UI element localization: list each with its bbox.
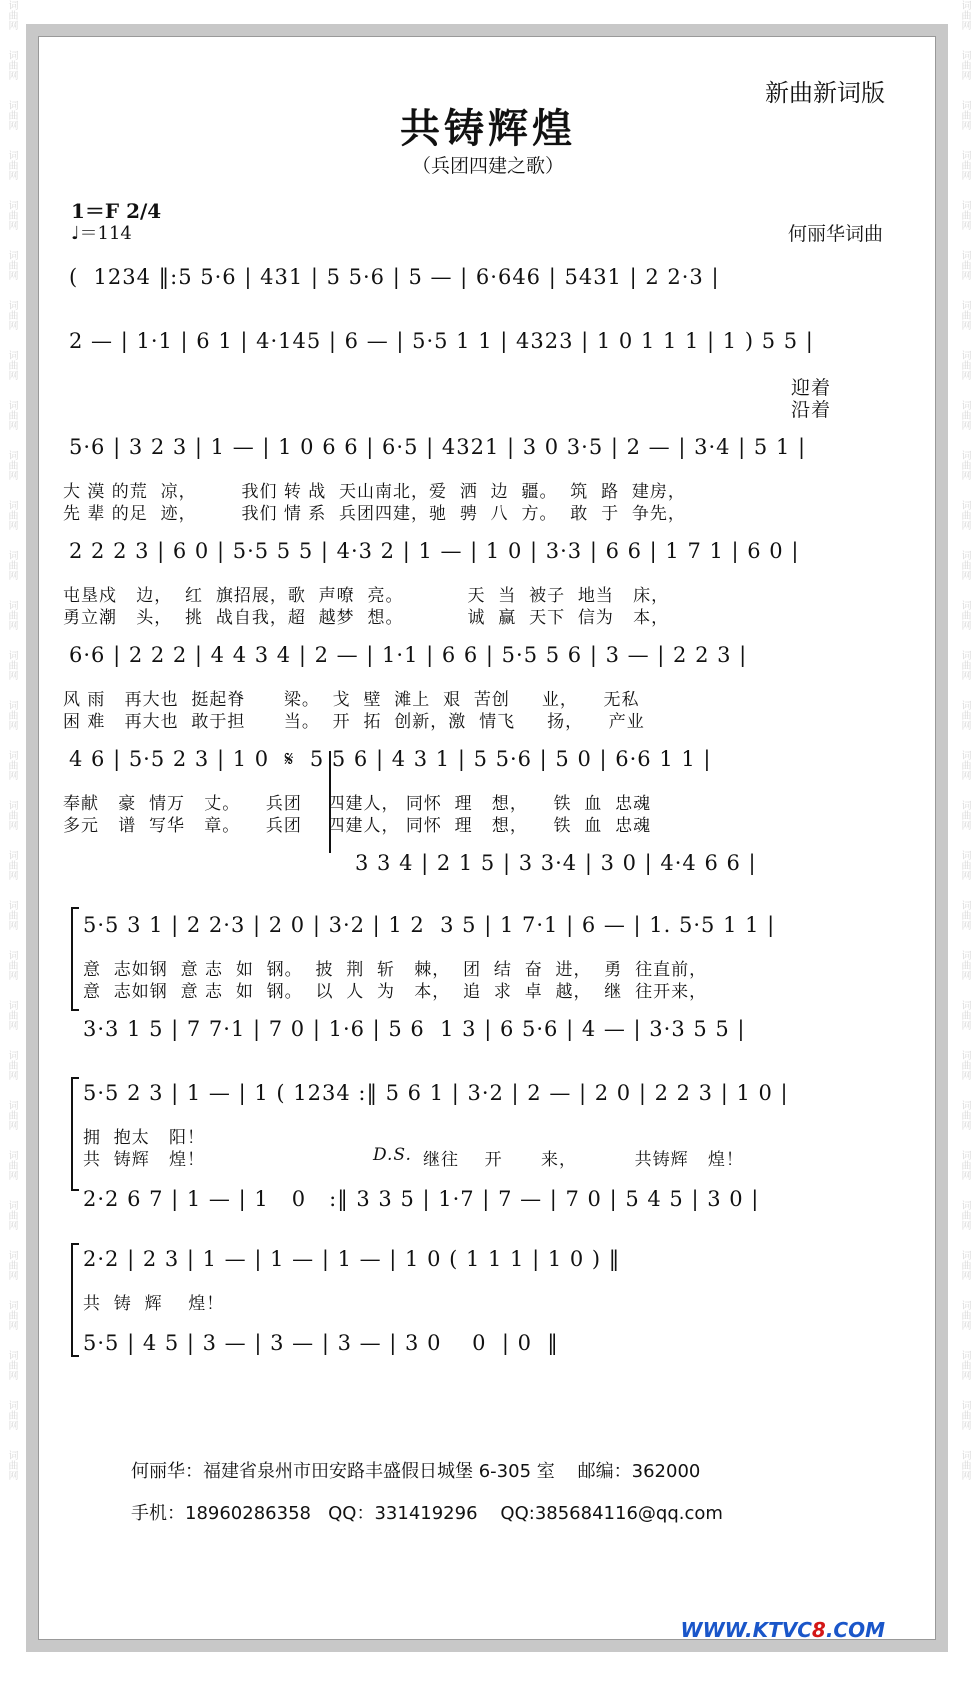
score-row-6-lower-voice: 3 3 4 | 2 1 5 | 3 3·4 | 3 0 | 4·4 6 6 | [355,851,757,875]
tempo-marking: ♩＝114 [71,223,132,244]
composer-credit: 何丽华词曲 [787,223,883,245]
score-row-7-lower-voice: 3·3 1 5 | 7 7·1 | 7 0 | 1·6 | 5 6 1 3 | 6 5·6 | 4 — | 3·3 5 5 | [83,1017,746,1041]
key-signature: 1＝F 2/4 [71,199,162,223]
song-title: 共铸辉煌 [400,105,576,152]
contact-phone-qq: 手机：18960286358 QQ：331419296 QQ:385684116@qq.com [131,1503,723,1524]
score-row-9-notes: 2·2 | 2 3 | 1 — | 1 — | 1 — | 1 0 ( 1 1 1 | 1 0 ) ‖ [83,1247,621,1271]
score-row-8-lyric-2: 共 铸辉 煌！ [83,1150,206,1170]
voice-brace-3 [71,1243,79,1357]
score-row-5-lyric-2: 困 难 再大也 敢于担 当。 开 拓 创新，激 情飞 扬， 产业 [63,712,645,732]
score-row-6-lyric-2: 多元 谱 写华 章。 兵团 四建人， 同怀 理 想， 铁 血 忠魂 [63,816,652,836]
score-row-8-lyric-2b: 继往 开 来， 共铸辉 煌！ [423,1150,744,1170]
score-row-4-lyric-1: 屯垦戍 边， 红 旗招展，歌 声嘹 亮。 天 当 被子 地当 床， [63,586,670,606]
voice-brace-2 [71,1077,79,1191]
score-row-3-notes: 5·6 | 3 2 3 | 1 — | 1 0 6 6 | 6·5 | 4321 | 3 0 3·5 | 2 — | 3·4 | 5 1 | [69,435,807,459]
voice-brace-1 [71,907,79,1011]
score-row-4-lyric-2: 勇立潮 头， 挑 战自我，超 越梦 想。 诚 赢 天下 信为 本， [63,608,670,628]
score-row-8-lyric-1: 拥 抱太 阳！ [83,1128,206,1148]
score-row-6-notes: 4 6 | 5·5 2 3 | 1 0 𝄋 5 5 6 | 4 3 1 | 5 5·6 | 5 0 | 6·6 1 1 | [69,747,712,771]
score-sheet [38,36,936,1640]
score-row-5-lyric-1: 风 雨 再大也 挺起脊 梁。 戈 壁 滩上 艰 苦创 业， 无私 [63,690,640,710]
right-watermark-strip: 词曲网 词曲网 词曲网 词曲网 词曲网 词曲网 词曲网 词曲网 词曲网 词曲网 词曲网 词曲网 词曲网 词曲网 词曲网 词曲网 词曲网 词曲网 词曲网 词曲网 词曲网 词曲网 词曲网 词曲网 词曲网 词曲网 词曲网 词曲网 词曲网 词曲网 [959,0,970,1480]
score-row-3-lyric-1: 大 漠 的荒 凉， 我们 转 战 天山南北，爱 洒 边 疆。 筑 路 建房， [63,482,686,502]
score-row-7-lyric-2: 意 志如钢 意 志 如 钢。 以 人 为 本， 追 求 卓 越， 继 往开来， [83,982,708,1002]
score-row-4-notes: 2 2 2 3 | 6 0 | 5·5 5 5 | 4·3 2 | 1 — | 1 0 | 3·3 | 6 6 | 1 7 1 | 6 0 | [69,539,800,563]
score-row-2-lyric-2: 沿着 [791,399,832,421]
left-watermark-strip: 词曲网 词曲网 词曲网 词曲网 词曲网 词曲网 词曲网 词曲网 词曲网 词曲网 词曲网 词曲网 词曲网 词曲网 词曲网 词曲网 词曲网 词曲网 词曲网 词曲网 词曲网 词曲网 词曲网 词曲网 词曲网 词曲网 词曲网 词曲网 词曲网 词曲网 [6,0,17,1480]
score-row-9-lower-voice: 5·5 | 4 5 | 3 — | 3 — | 3 — | 3 0 0 | 0 ‖ [83,1331,559,1355]
contact-address: 何丽华：福建省泉州市田安路丰盛假日城堡 6-305 室 邮编：362000 [131,1461,701,1482]
score-row-1-notes: ( 1234 ‖:5 5·6 | 431 | 5 5·6 | 5 — | 6·646 | 5431 | 2 2·3 | [69,265,720,289]
score-row-7-lyric-1: 意 志如钢 意 志 如 钢。 披 荆 斩 棘， 团 结 奋 进， 勇 往直前， [83,960,708,980]
score-row-3-lyric-2: 先 辈 的足 迹， 我们 情 系 兵团四建，驰 骋 八 方。 敢 于 争先， [63,504,686,524]
score-row-9-lyric: 共 铸 辉 煌！ [83,1294,225,1314]
score-row-8-lower-voice: 2·2 6 7 | 1 — | 1 0 :‖ 3 3 5 | 1·7 | 7 — | 7 0 | 5 4 5 | 3 0 | [83,1187,760,1211]
score-row-2-lyric-1: 迎着 [791,377,832,399]
dal-segno-marking: D.S. [373,1145,412,1165]
score-row-8-notes: 5·5 2 3 | 1 — | 1 ( 1234 :‖ 5 6 1 | 3·2 | 2 — | 2 0 | 2 2 3 | 1 0 | [83,1081,789,1105]
song-subtitle: （兵团四建之歌） [411,155,564,177]
score-row-2-notes: 2 — | 1·1 | 6 1 | 4·145 | 6 — | 5·5 1 1 | 4323 | 1 0 1 1 1 | 1 ) 5 5 | [69,329,814,353]
score-row-7-notes: 5·5 3 1 | 2 2·3 | 2 0 | 3·2 | 1 2 3 5 | 1 7·1 | 6 — | 1. 5·5 1 1 | [83,913,776,937]
score-row-5-notes: 6·6 | 2 2 2 | 4 4 3 4 | 2 — | 1·1 | 6 6 | 5·5 5 6 | 3 — | 2 2 3 | [69,643,748,667]
site-watermark: WWW.KTVC8.COM [680,1618,885,1642]
score-row-6-lyric-1: 奉献 豪 情万 丈。 兵团 四建人， 同怀 理 想， 铁 血 忠魂 [63,794,652,814]
edition-label: 新曲新词版 [765,79,885,107]
